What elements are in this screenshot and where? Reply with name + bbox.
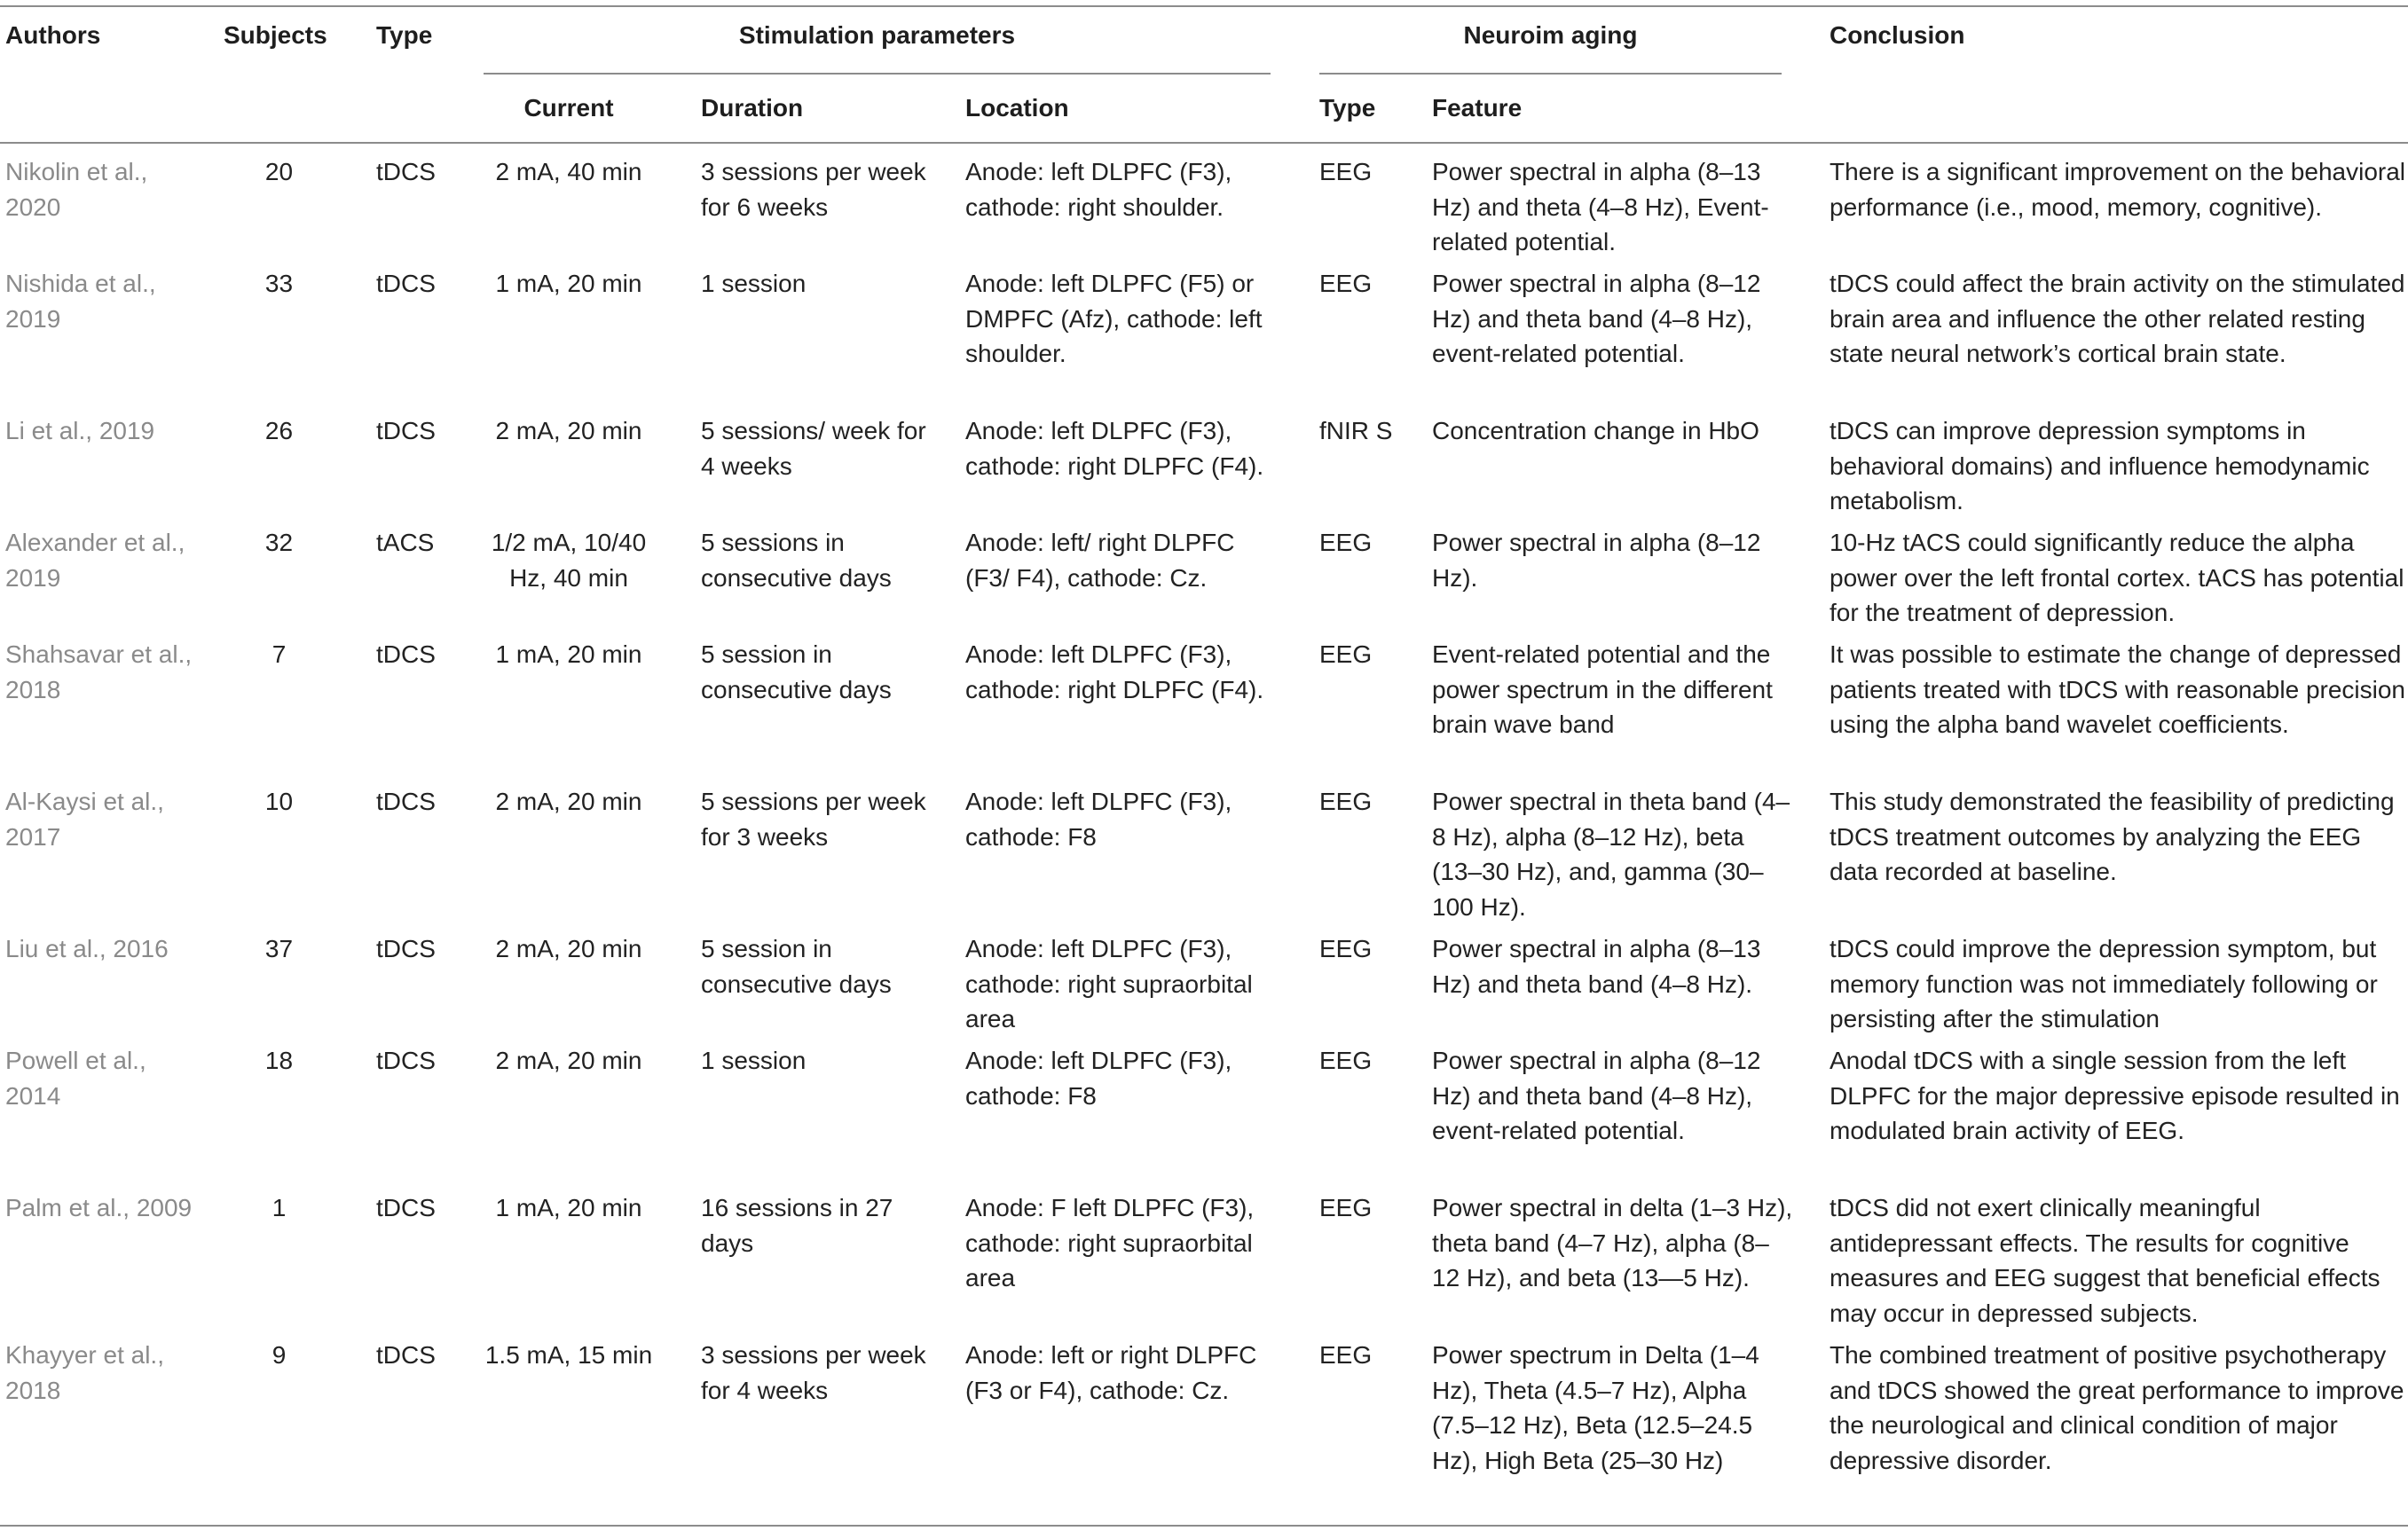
- cell-feature: Power spectral in alpha (8–13 Hz) and theta band (4–8 Hz).: [1432, 935, 1761, 998]
- cell-subjects: 1: [271, 1194, 287, 1221]
- cell-location: Anode: left DLPFC (F3), cathode: F8: [965, 1047, 1232, 1110]
- cell-location: Anode: left DLPFC (F3), cathode: right shoulder.: [965, 158, 1232, 221]
- header-conclusion: Conclusion: [1830, 21, 1965, 49]
- header-duration: Duration: [701, 94, 804, 122]
- cell-type: tDCS: [376, 640, 436, 668]
- cell-ni-type: EEG: [1319, 270, 1373, 297]
- header-stimulation-parameters: Stimulation parameters: [738, 21, 1016, 49]
- cell-type: tDCS: [376, 788, 436, 815]
- cell-location: Anode: left/ right DLPFC (F3/ F4), cathode: Cz.: [965, 529, 1235, 592]
- cell-subjects: 33: [264, 270, 294, 297]
- cell-authors: Nishida et al., 2019: [5, 270, 156, 333]
- cell-type: tDCS: [376, 1194, 436, 1221]
- cell-current: 1 mA, 20 min: [495, 270, 642, 297]
- cell-type: tACS: [376, 529, 435, 556]
- cell-duration: 3 sessions per week for 6 weeks: [701, 158, 926, 221]
- cell-current: 2 mA, 20 min: [495, 935, 642, 962]
- cell-duration: 5 session in consecutive days: [701, 935, 892, 998]
- table-top-rule: [0, 5, 2408, 7]
- cell-feature: Power spectral in alpha (8–13 Hz) and theta (4–8 Hz), Event-related potential.: [1432, 158, 1769, 255]
- cell-authors: Powell et al., 2014: [5, 1047, 146, 1110]
- cell-authors: Shahsavar et al., 2018: [5, 640, 193, 703]
- cell-type: tDCS: [376, 158, 436, 185]
- cell-authors: Khayyer et al., 2018: [5, 1341, 164, 1404]
- cell-feature: Power spectral in theta band (4–8 Hz), alpha (8–12 Hz), beta (13–30 Hz), and, gamma (30–100 Hz).: [1432, 788, 1790, 921]
- cell-duration: 16 sessions in 27 days: [701, 1194, 893, 1257]
- cell-feature: Power spectral in alpha (8–12 Hz).: [1432, 529, 1761, 592]
- neuroimaging-group-rule: [1319, 73, 1782, 75]
- cell-conclusion: tDCS did not exert clinically meaningful antidepressant effects. The results for cognitive measures and EEG suggest that beneficial effects may occur in depressed subjects.: [1830, 1194, 2380, 1327]
- cell-ni-type: EEG: [1319, 935, 1373, 962]
- stimulation-group-rule: [484, 73, 1271, 75]
- cell-authors: Liu et al., 2016: [5, 935, 169, 962]
- cell-authors: Li et al., 2019: [5, 417, 155, 444]
- cell-location: Anode: left or right DLPFC (F3 or F4), cathode: Cz.: [965, 1341, 1257, 1404]
- cell-type: tDCS: [376, 417, 436, 444]
- cell-conclusion: tDCS can improve depression symptoms in behavioral domains) and influence hemodynamic metabolism.: [1830, 417, 2370, 514]
- cell-feature: Event-related potential and the power spectrum in the different brain wave band: [1432, 640, 1773, 738]
- cell-conclusion: 10-Hz tACS could significantly reduce the alpha power over the left frontal cortex. tACS has potential for the treatment of depression.: [1830, 529, 2404, 626]
- cell-location: Anode: left DLPFC (F5) or DMPFC (Afz), cathode: left shoulder.: [965, 270, 1263, 367]
- cell-current: 1/2 mA, 10/40 Hz, 40 min: [491, 529, 647, 592]
- cell-conclusion: It was possible to estimate the change of depressed patients treated with tDCS with reasonable precision using the alpha band wavelet coefficients.: [1830, 640, 2406, 738]
- header-subjects: Subjects: [224, 21, 327, 49]
- cell-subjects: 20: [264, 158, 294, 185]
- cell-subjects: 9: [271, 1341, 287, 1369]
- cell-duration: 5 session in consecutive days: [701, 640, 892, 703]
- header-current: Current: [523, 94, 614, 122]
- cell-ni-type: EEG: [1319, 788, 1373, 815]
- cell-type: tDCS: [376, 1341, 436, 1369]
- cell-duration: 5 sessions in consecutive days: [701, 529, 892, 592]
- cell-authors: Alexander et al., 2019: [5, 529, 185, 592]
- cell-type: tDCS: [376, 270, 436, 297]
- cell-duration: 5 sessions per week for 3 weeks: [701, 788, 926, 851]
- cell-authors: Nikolin et al., 2020: [5, 158, 148, 221]
- cell-current: 1 mA, 20 min: [495, 640, 642, 668]
- cell-location: Anode: left DLPFC (F3), cathode: right DLPFC (F4).: [965, 640, 1264, 703]
- cell-duration: 1 session: [701, 1047, 807, 1074]
- cell-subjects: 32: [264, 529, 294, 556]
- cell-authors: Palm et al., 2009: [5, 1194, 193, 1221]
- cell-duration: 3 sessions per week for 4 weeks: [701, 1341, 926, 1404]
- cell-conclusion: This study demonstrated the feasibility of predicting tDCS treatment outcomes by analyzing the EEG data recorded at baseline.: [1830, 788, 2395, 885]
- header-feature: Feature: [1432, 94, 1523, 122]
- cell-type: tDCS: [376, 935, 436, 962]
- cell-subjects: 10: [264, 788, 294, 815]
- cell-current: 1.5 mA, 15 min: [484, 1341, 653, 1369]
- table-bottom-rule: [0, 1525, 2408, 1527]
- cell-conclusion: tDCS could affect the brain activity on the stimulated brain area and influence the other related resting state neural network’s cortical brain state.: [1830, 270, 2405, 367]
- cell-conclusion: The combined treatment of positive psychotherapy and tDCS showed the great performance to improve the neurological and clinical condition of major depressive disorder.: [1830, 1341, 2404, 1474]
- cell-subjects: 7: [271, 640, 287, 668]
- cell-current: 2 mA, 20 min: [495, 1047, 642, 1074]
- cell-ni-type: EEG: [1319, 1047, 1373, 1074]
- cell-ni-type: fNIR S: [1319, 417, 1393, 444]
- cell-subjects: 26: [264, 417, 294, 444]
- cell-ni-type: EEG: [1319, 640, 1373, 668]
- cell-duration: 1 session: [701, 270, 807, 297]
- cell-current: 1 mA, 20 min: [495, 1194, 642, 1221]
- header-type: Type: [376, 21, 433, 49]
- cell-location: Anode: left DLPFC (F3), cathode: right DLPFC (F4).: [965, 417, 1264, 480]
- cell-ni-type: EEG: [1319, 1194, 1373, 1221]
- cell-current: 2 mA, 20 min: [495, 788, 642, 815]
- cell-conclusion: Anodal tDCS with a single session from the left DLPFC for the major depressive episode resulted in modulated brain activity of EEG.: [1830, 1047, 2400, 1144]
- cell-feature: Concentration change in HbO: [1432, 417, 1759, 444]
- cell-duration: 5 sessions/ week for 4 weeks: [701, 417, 926, 480]
- cell-feature: Power spectral in delta (1–3 Hz), theta band (4–7 Hz), alpha (8–12 Hz), and beta (13—5 Hz).: [1432, 1194, 1793, 1292]
- cell-feature: Power spectral in alpha (8–12 Hz) and theta band (4–8 Hz), event-related potential.: [1432, 1047, 1761, 1144]
- cell-subjects: 37: [264, 935, 294, 962]
- header-authors: Authors: [5, 21, 101, 49]
- cell-current: 2 mA, 40 min: [495, 158, 642, 185]
- cell-conclusion: There is a significant improvement on the behavioral performance (i.e., mood, memory, cognitive).: [1830, 158, 2406, 221]
- cell-feature: Power spectrum in Delta (1–4 Hz), Theta (4.5–7 Hz), Alpha (7.5–12 Hz), Beta (12.5–24.5 Hz), High Beta (25–30 Hz): [1432, 1341, 1759, 1474]
- header-neuroimaging-type: Type: [1319, 94, 1376, 122]
- cell-location: Anode: F left DLPFC (F3), cathode: right supraorbital area: [965, 1194, 1255, 1292]
- cell-subjects: 18: [264, 1047, 294, 1074]
- cell-current: 2 mA, 20 min: [495, 417, 642, 444]
- cell-ni-type: EEG: [1319, 529, 1373, 556]
- cell-authors: Al-Kaysi et al., 2017: [5, 788, 164, 851]
- cell-type: tDCS: [376, 1047, 436, 1074]
- header-location: Location: [965, 94, 1069, 122]
- cell-feature: Power spectral in alpha (8–12 Hz) and theta band (4–8 Hz), event-related potential.: [1432, 270, 1761, 367]
- cell-location: Anode: left DLPFC (F3), cathode: right supraorbital area: [965, 935, 1253, 1032]
- header-bottom-rule: [0, 142, 2408, 144]
- cell-ni-type: EEG: [1319, 1341, 1373, 1369]
- header-neuroimaging: Neuroim aging: [1463, 21, 1638, 49]
- cell-ni-type: EEG: [1319, 158, 1373, 185]
- cell-conclusion: tDCS could improve the depression symptom, but memory function was not immediately following or persisting after the stimulation: [1830, 935, 2378, 1032]
- cell-location: Anode: left DLPFC (F3), cathode: F8: [965, 788, 1232, 851]
